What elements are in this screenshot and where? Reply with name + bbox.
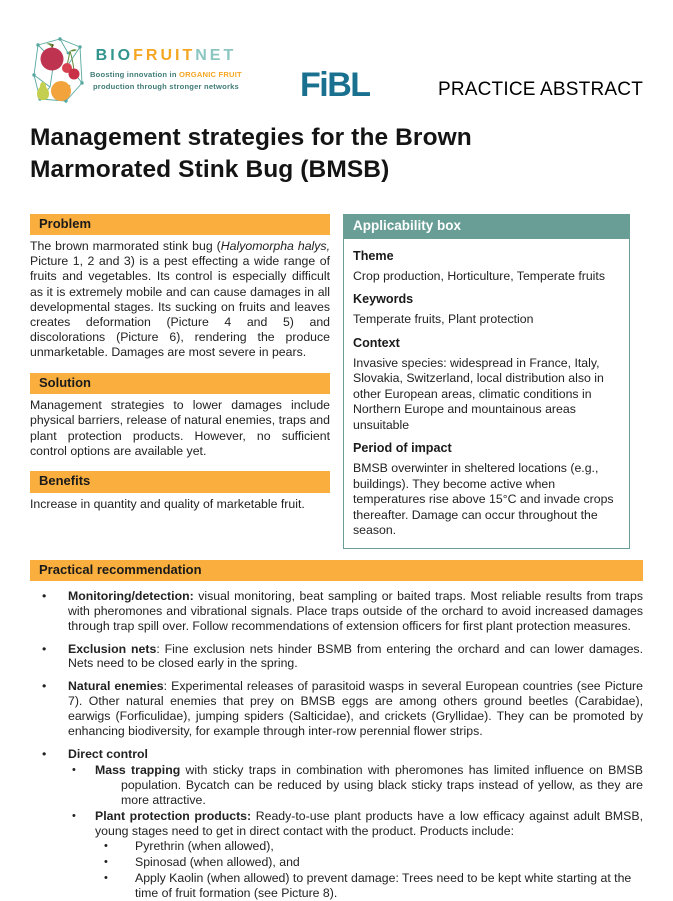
- bullet-icon: [42, 747, 68, 762]
- page-title: Management strategies for the Brown Marmorated Stink Bug (BMSB): [30, 124, 472, 183]
- bullet-icon: [42, 679, 68, 739]
- applicability-value: Invasive species: widespread in France, Italy, Slovakia, Switzerland, local distribution also in other European areas, climatic conditions in Northern Europe and mountainous areas unsuitable: [353, 355, 604, 432]
- benefits-heading: Benefits: [30, 471, 330, 492]
- problem-body-suffix: Picture 1, 2 and 3) is a pest effecting a wide range of fruits and vegetables. Its control is especially difficult as it is extremely mobile and can cause damages in all developmental stages. Its sucking on fruits and leaves creates deformation (Picture 4 and 5) and discolorations (Picture 6), rendering the produce unmarketable. Damages are most severe in pears.: [30, 254, 330, 360]
- list-item-text: [68, 642, 643, 672]
- solution-section: [30, 373, 330, 459]
- list-item-lead: Direct control: [68, 746, 148, 761]
- fibl-logo: FiBL: [300, 66, 370, 104]
- tagline-highlight: ORGANIC FRUIT: [178, 69, 242, 79]
- practical-recommendation-list: [30, 589, 643, 901]
- list-item-lead: Exclusion nets: [68, 641, 157, 656]
- right-column: [343, 214, 630, 549]
- logo-word-bio: BIO: [95, 46, 134, 64]
- applicability-value: BMSB overwinter in sheltered locations (e.g., buildings). They become active when temperatures rise above 15°C and invade crops thereafter. Damage can occur throughout the season.: [353, 461, 614, 538]
- logo-tagline: [90, 69, 242, 93]
- list-item-lead: Mass trapping: [95, 762, 181, 777]
- applicability-label: Period of impact: [353, 441, 452, 456]
- list-item-text: [68, 589, 643, 634]
- benefits-body: Increase in quantity and quality of marketable fruit.: [30, 496, 305, 511]
- content-columns: [30, 214, 643, 549]
- biofruitnet-wordmark: [90, 48, 242, 93]
- list-item-text: [95, 809, 643, 839]
- list-item-body: visual monitoring, beat sampling or baited traps. Most reliable results from traps with pheromones and vibrational signals. Place traps outside of the orchard to avoid increased damages through trap spill over. Follow recommendations of extension officers for first plant protection measures.: [68, 588, 643, 633]
- applicability-label: Keywords: [353, 292, 414, 307]
- bullet-icon: [104, 839, 135, 854]
- solution-heading: Solution: [30, 373, 330, 394]
- applicability-box-heading: Applicability box: [344, 215, 629, 239]
- tagline-line2: production through stronger networks: [92, 81, 239, 91]
- problem-heading: Problem: [30, 214, 330, 235]
- list-item-kaolin: [30, 871, 643, 901]
- list-item-lead: Plant protection products:: [95, 808, 252, 823]
- list-item-text: [68, 747, 643, 762]
- bullet-icon: [72, 809, 95, 839]
- benefits-section: [30, 471, 330, 512]
- logo-word-fruit: FRUIT: [133, 46, 196, 64]
- list-item-natural-enemies: [30, 679, 643, 739]
- bullet-icon: [104, 855, 135, 870]
- list-item-body: Ready-to-use plant products have a low efficacy against adult BMSB, young stages need to get in direct contact with the product. Products include:: [95, 808, 643, 838]
- applicability-label: Theme: [353, 248, 394, 263]
- bullet-icon: [104, 871, 135, 901]
- masthead: [30, 33, 643, 107]
- problem-body-prefix: The brown marmorated stink bug (: [30, 238, 221, 253]
- list-item-body: : Fine exclusion nets hinder BSMB from entering the orchard and can lower damages. Nets need to be closed early in the spring.: [68, 641, 643, 671]
- list-item-exclusion-nets: [30, 642, 643, 672]
- logo-word-net: NET: [195, 46, 237, 64]
- applicability-box: [343, 214, 630, 549]
- problem-section: [30, 214, 330, 361]
- list-item-text: [68, 679, 643, 739]
- list-item-text: Spinosad (when allowed), and: [135, 855, 300, 870]
- applicability-value: Crop production, Horticulture, Temperate fruits: [353, 268, 605, 283]
- list-item-mass-trapping: [30, 763, 643, 808]
- applicability-value: Temperate fruits, Plant protection: [353, 312, 534, 327]
- list-item-plant-protection-products: [30, 809, 643, 839]
- bullet-icon: [72, 763, 95, 808]
- document-type-label: PRACTICE ABSTRACT: [437, 79, 643, 100]
- list-item-text: [95, 763, 643, 808]
- list-item-spinosad: [30, 855, 643, 870]
- solution-body: Management strategies to lower damages include physical barriers, release of natural enemies, traps and plant protection products. However, no sufficient control options are available yet.: [30, 398, 330, 458]
- bullet-icon: [42, 642, 68, 672]
- list-item-lead: Monitoring/detection:: [68, 588, 194, 603]
- problem-body: [30, 239, 330, 361]
- practical-recommendation-section: [30, 560, 643, 901]
- list-item-lead: Natural enemies: [68, 679, 164, 694]
- list-item-monitoring: [30, 589, 643, 634]
- practical-recommendation-heading: Practical recommendation: [30, 560, 643, 581]
- list-item-direct-control: [30, 747, 643, 762]
- biofruitnet-name: [96, 48, 237, 64]
- problem-body-species-italic: Halyomorpha halys,: [220, 238, 330, 253]
- list-item-body: : Experimental releases of parasitoid wasps in several European countries (see Picture 7). Other natural enemies that prey on BMSB eggs are among others ground beetles (Carabidae), earwigs (Forficulidae), jumping spiders (Salticidae), and crickets (Gryllidae). They can be promoted by enhancing biodiversity, for example through inter-row perennial flower strips.: [68, 679, 643, 739]
- applicability-label: Context: [353, 335, 400, 350]
- tagline-prefix: Boosting innovation in: [90, 69, 179, 79]
- fruit-network-icon: [30, 35, 86, 105]
- list-item-text: Pyrethrin (when allowed),: [135, 839, 274, 854]
- bullet-icon: [42, 589, 68, 634]
- list-item-pyrethrin: [30, 839, 643, 854]
- list-item-text: Apply Kaolin (when allowed) to prevent damage: Trees need to be kept white starting at the time of fruit formation (see Picture 8).: [135, 871, 632, 901]
- list-item-body: with sticky traps in combination with pheromones has limited influence on BMSB population. Bycatch can be reduced by using black sticky traps instead of yellow, as they are more attractive.: [121, 762, 643, 807]
- left-column: [30, 214, 330, 524]
- applicability-box-body: [344, 239, 629, 548]
- biofruitnet-logo: [30, 33, 244, 107]
